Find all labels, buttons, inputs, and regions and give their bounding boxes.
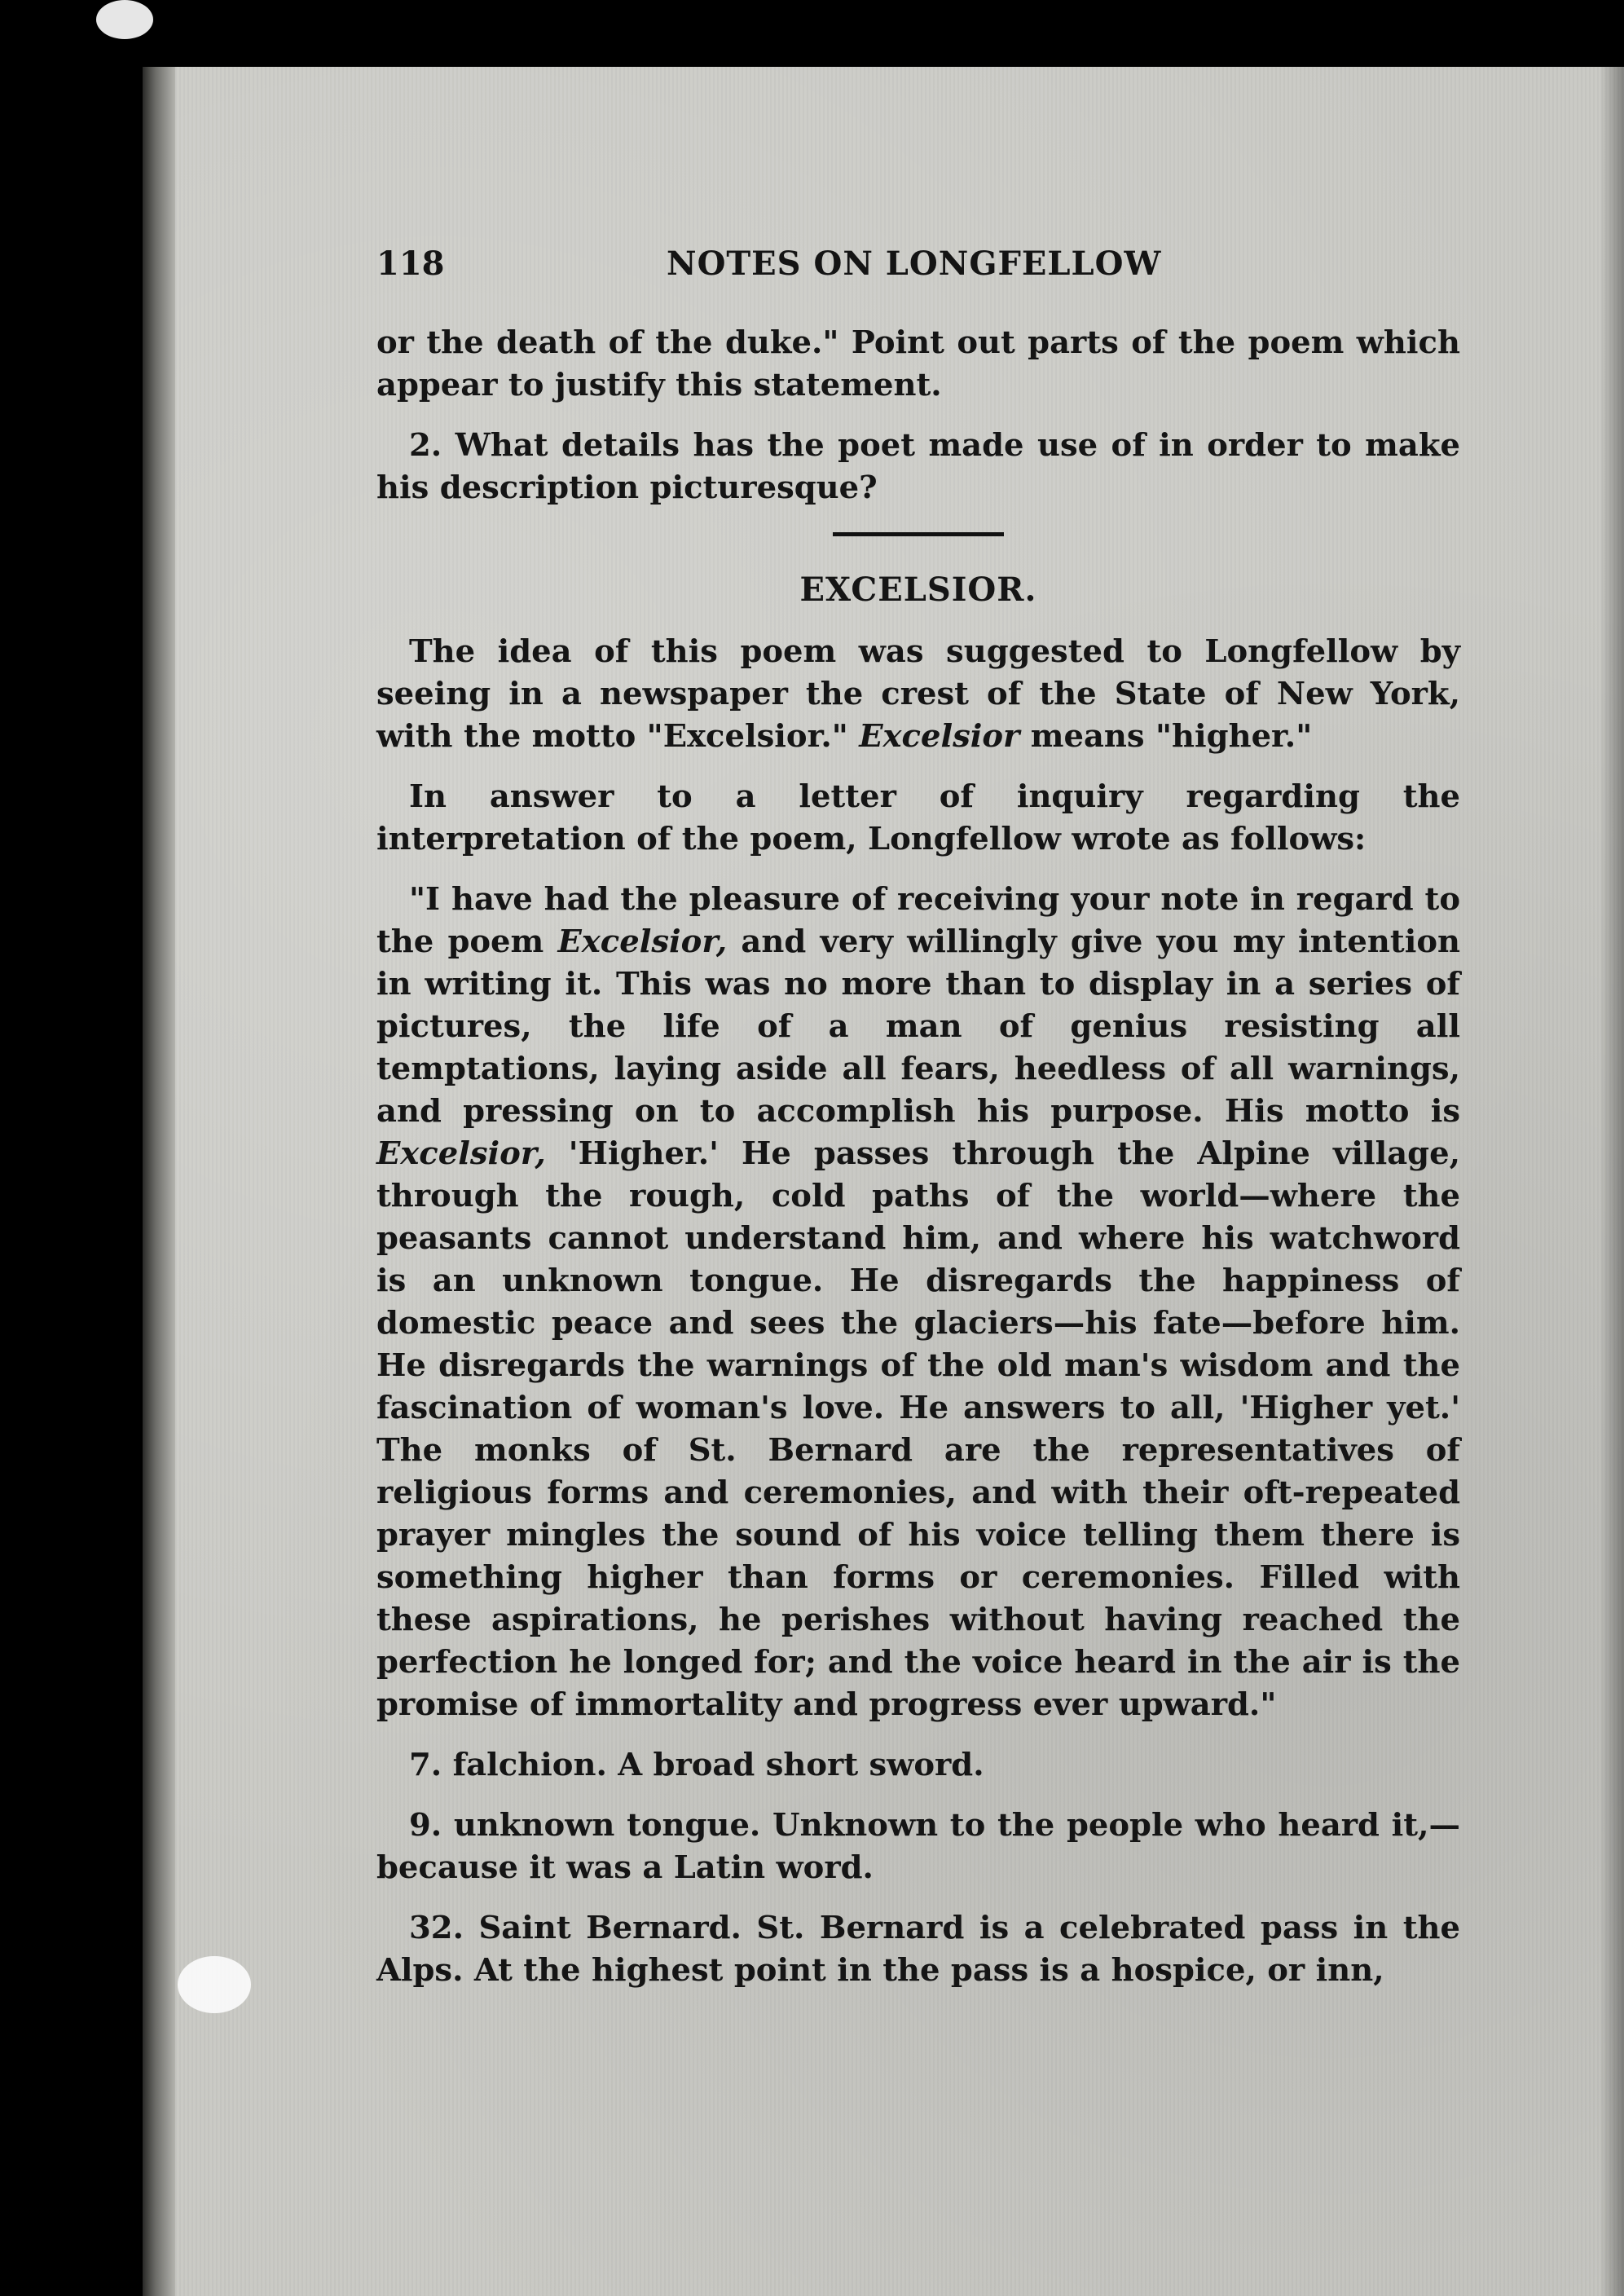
letter-text-3: 'Higher.' He passes through the Alpine village, through the rough, cold paths of the world—where the peasants cannot understand him, and where his watchword is an unknown tongue. He disregards the happiness of domestic peace and sees the glaciers—his fate—before him. He disregards the warnings of the old man's wisdom and the fascination of woman's love. He answers to all, 'Higher yet.' The monks of St. Bernard are the representatives of religious forms and ceremonies, and with their oft-repeated prayer mingles the sound of his voice telling them there is something higher than forms or ceremonies. Filled with these aspirations, he perishes without having reached the perfection he longed for; and the voice heard in the air is the promise of immortality and progress ever upward." <box>376 1135 1460 1723</box>
letter-italic-2: Excelsior, <box>376 1135 546 1172</box>
page-header <box>376 245 1460 293</box>
continuation-paragraph: or the death of the duke." Point out parts of the poem which appear to justify this statement. <box>376 324 1460 403</box>
note-paragraph: 7. falchion. A broad short sword. <box>409 1747 984 1783</box>
page-right-shadow <box>1600 67 1624 2296</box>
page-body <box>376 322 1460 1994</box>
note-paragraph: 32. Saint Bernard. St. Bernard is a celebrated pass in the Alps. At the highest point in the pass is a hospice, or inn, <box>376 1910 1460 1989</box>
letter-text-2: and very willingly give you my intention in writing it. This was no more than to display in a series of pictures, the life of a man of genius resisting all temptations, laying aside all fears, heedless of all warnings, and pressing on to accomplish his purpose. His motto is <box>376 923 1460 1130</box>
running-title: NOTES ON LONGFELLOW <box>667 245 1162 283</box>
intro-text: The idea of this poem was suggested to Longfellow by seeing in a newspaper the crest of the State of New York, with the motto "Excelsior." <box>376 633 1460 755</box>
section-divider <box>833 532 1004 536</box>
scan-blot <box>96 0 153 39</box>
letter-text-1: "I have had the pleasure of receiving your note in regard to the poem <box>376 881 1460 960</box>
page-number: 118 <box>376 245 445 283</box>
section-title: EXCELSIOR. <box>799 571 1037 609</box>
intro-italic: Excelsior <box>859 718 1020 755</box>
inquiry-paragraph: In answer to a letter of inquiry regarding the interpretation of the poem, Longfellow wrote as follows: <box>376 778 1460 857</box>
letter-italic-1: Excelsior, <box>557 923 728 960</box>
intro-paragraph <box>376 631 1460 758</box>
intro-text-end: means "higher." <box>1019 718 1313 755</box>
note-paragraph: 9. unknown tongue. Unknown to the people who heard it,—because it was a Latin word. <box>376 1807 1460 1886</box>
letter-quote-paragraph <box>376 879 1460 1726</box>
scan-blot <box>178 1956 251 2013</box>
question-paragraph: 2. What details has the poet made use of in order to make his description picturesque? <box>376 427 1460 506</box>
page-binding-edge <box>143 67 175 2296</box>
